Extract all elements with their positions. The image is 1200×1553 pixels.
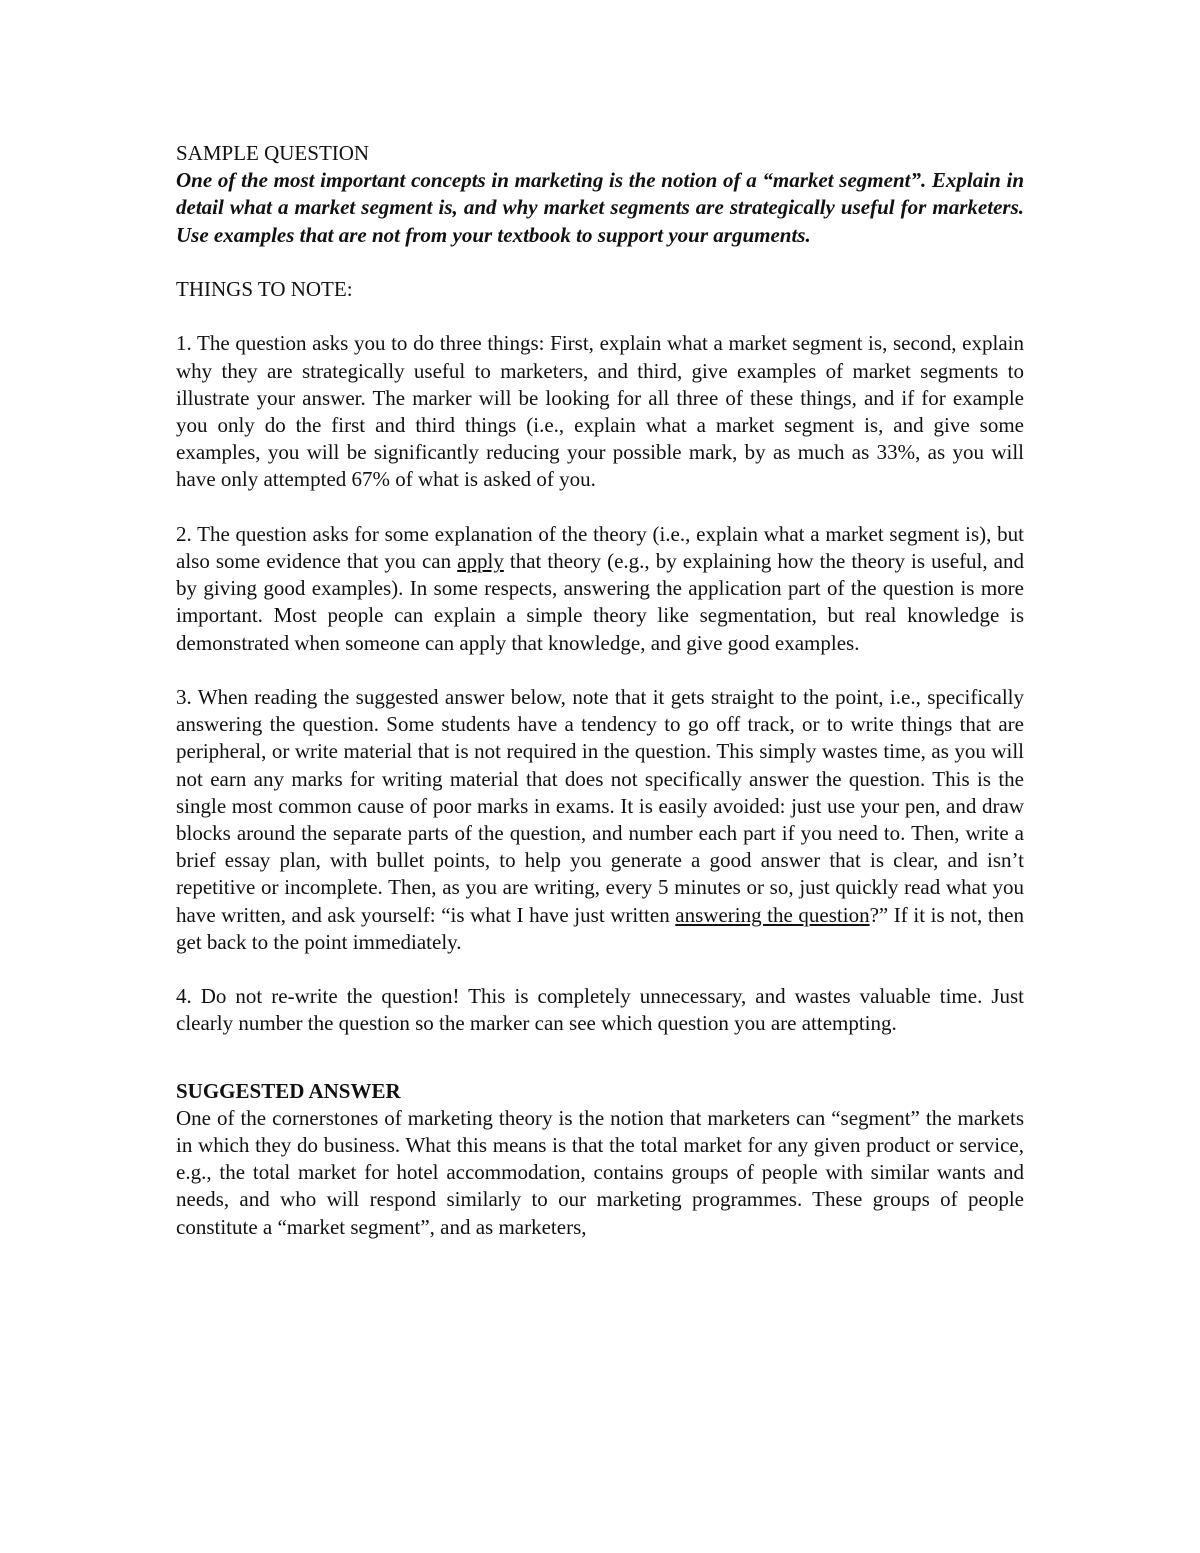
note-point-3-underlined: answering the question [675, 902, 870, 927]
spacer [176, 494, 1024, 521]
sample-question-heading: SAMPLE QUESTION [176, 141, 370, 165]
note-point-2-underlined: apply [457, 549, 504, 573]
spacer [176, 956, 1024, 983]
note-point-3-text-end: ?” If it is not, then get back to the point immediately. [176, 902, 1025, 954]
suggested-answer-heading: SUGGESTED ANSWER [176, 1078, 401, 1103]
things-to-note-heading: THINGS TO NOTE: [176, 277, 353, 301]
sample-question-text: One of the most important concepts in marketing is the notion of a “market segment”. Explain in detail what a market segment is, and why market segments are strategically useful for marketers. Use examples that are not from your textbook to support your arguments. [176, 168, 1024, 247]
spacer [176, 249, 1024, 276]
note-point-1: 1. The question asks you to do three things: First, explain what a market segment is, second, explain why they are strategically useful to marketers, and third, give examples of market segments to illustrate your answer. The marker will be looking for all three of these things, and if for example you only do the first and third things (i.e., explain what a market segment is, and give some examples, you will be significantly reducing your possible mark, by as much as 33%, as you will have only attempted 67% of what is asked of you. [176, 331, 1024, 492]
suggested-answer-text: One of the cornerstones of marketing theory is the notion that marketers can “segment” the markets in which they do business. What this means is that the total market for any given product or service, e.g., the total market for hotel accommodation, contains groups of people with similar wants and needs, and who will respond similarly to our marketing programmes. These groups of people constitute a “market segment”, and as marketers, [176, 1105, 1024, 1239]
document-page [176, 140, 1024, 1241]
spacer [176, 1038, 1024, 1078]
note-point-2-text-start: 2. The question asks for some explanation of the theory (i.e., explain what a market segment is), but also some evidence that you can [176, 521, 1024, 573]
note-point-2-text-end: that theory (e.g., by explaining how the theory is useful, and by giving good examples). In some respects, answering the application part of the question is more important. Most people can explain a simple theory like segmentation, but real knowledge is demonstrated when someone can apply that knowledge, and give good examples. [176, 549, 1025, 655]
note-point-3-text-start: 3. When reading the suggested answer below, note that it gets straight to the point, i.e., specifically answering the question. Some students have a tendency to go off track, or to write things that are peripheral, or write material that is not required in the question. This simply wastes time, as you will not earn any marks for writing material that does not specifically answer the question. This is the single most common cause of poor marks in exams. It is easily avoided: just use your pen, and draw blocks around the separate parts of the question, and number each part if you need to. Then, write a brief essay plan, with bullet points, to help you generate a good answer that is clear, and isn’t repetitive or incomplete. Then, as you are writing, every 5 minutes or so, just quickly read what you have written, and ask yourself: “is what I have just written [176, 685, 1024, 927]
spacer [176, 657, 1024, 684]
note-point-3 [176, 684, 1024, 956]
note-point-4: 4. Do not re-write the question! This is completely unnecessary, and wastes valuable time. Just clearly number the question so the marker can see which question you are attempting. [176, 984, 1024, 1036]
note-point-2 [176, 521, 1024, 657]
spacer [176, 303, 1024, 330]
